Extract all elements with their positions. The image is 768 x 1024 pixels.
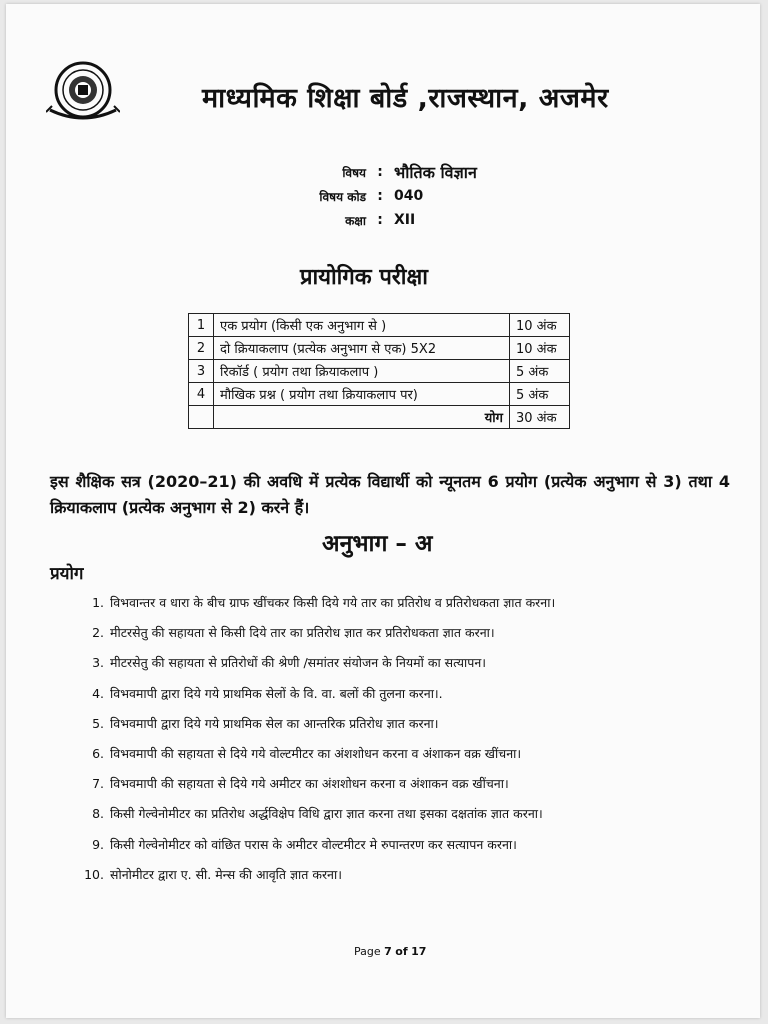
separator: :	[377, 212, 383, 228]
row-item: मौखिक प्रश्न ( प्रयोग तथा क्रियाकलाप पर)	[214, 383, 510, 406]
item-text: मीटरसेतु की सहायता से प्रतिरोधों की श्रेणी /समांतर संयोजन के नियमों का सत्यापन।	[110, 655, 486, 671]
page-number	[354, 945, 426, 958]
item-number: 7.	[92, 776, 104, 792]
subject-label: विषय	[342, 165, 366, 180]
subject-value: भौतिक विज्ञान	[394, 163, 477, 182]
item-number: 5.	[92, 715, 104, 731]
experiments-heading: प्रयोग	[50, 564, 84, 584]
item-text: विभवमापी की सहायता से दिये गये वोल्टमीटर का अंशशोधन करना व अंशाकन वक्र खींचना।	[110, 745, 522, 761]
empty-cell	[189, 406, 214, 429]
experiments-list	[78, 588, 738, 890]
board-seal-icon	[46, 60, 120, 120]
list-item	[78, 709, 738, 739]
table-row	[189, 337, 570, 360]
row-number: 2	[189, 337, 214, 360]
intro-paragraph: इस शैक्षिक सत्र (2020–21) की अवधि में प्रत्येक विद्यार्थी को न्यूनतम 6 प्रयोग (प्रत्येक अनुभाग से 3) तथा 4 क्रियाकलाप (प्रत्येक अनुभाग से 2) करने हैं।	[50, 472, 730, 517]
class-label: कक्षा	[345, 213, 366, 228]
item-number: 10.	[84, 866, 104, 882]
row-item: एक प्रयोग (किसी एक अनुभाग से )	[214, 314, 510, 337]
list-item	[78, 739, 738, 769]
item-number: 4.	[92, 685, 104, 701]
list-item	[78, 860, 738, 890]
class-value: XII	[394, 212, 416, 228]
subject-code-label: विषय कोड	[319, 189, 366, 204]
item-number: 6.	[92, 745, 104, 761]
list-item	[78, 618, 738, 648]
row-number: 4	[189, 383, 214, 406]
item-text: विभवमापी द्वारा दिये गये प्राथमिक सेलों के वि. वा. बलों की तुलना करना।.	[110, 685, 443, 701]
list-item	[78, 648, 738, 678]
row-number: 3	[189, 360, 214, 383]
item-number: 3.	[92, 655, 104, 671]
section-title: अनुभाग – अ	[322, 531, 433, 557]
exam-title: प्रायोगिक परीक्षा	[300, 265, 428, 290]
subject-code-row	[276, 184, 477, 208]
item-text: मीटरसेतु की सहायता से किसी दिये तार का प्रतिरोध ज्ञात कर प्रतिरोधकता ज्ञात करना।	[110, 625, 495, 641]
row-item: दो क्रियाकलाप (प्रत्येक अनुभाग से एक) 5X2	[214, 337, 510, 360]
item-number: 1.	[92, 595, 104, 610]
table-row	[189, 314, 570, 337]
row-marks: 5 अंक	[510, 360, 570, 383]
marks-table	[188, 313, 570, 429]
page-total: 17	[411, 945, 427, 958]
subject-row	[276, 160, 477, 184]
table-row	[189, 383, 570, 406]
item-text: विभवमापी की सहायता से दिये गये अमीटर का अंशशोधन करना व अंशाकन वक्र खींचना।	[110, 776, 509, 792]
subject-details	[276, 160, 477, 232]
list-item	[78, 679, 738, 709]
total-marks: 30 अंक	[510, 406, 570, 429]
row-marks: 5 अंक	[510, 383, 570, 406]
total-label: योग	[214, 406, 510, 429]
item-text: विभवमापी द्वारा दिये गये प्राथमिक सेल का आन्तरिक प्रतिरोध ज्ञात करना।	[110, 715, 439, 731]
subject-code-value: 040	[394, 188, 424, 204]
list-item	[78, 588, 738, 618]
document-page	[6, 4, 760, 1018]
list-item	[78, 830, 738, 860]
row-marks: 10 अंक	[510, 337, 570, 360]
page-word: Page	[354, 945, 381, 958]
item-text: किसी गेल्वेनोमीटर को वांछित परास के अमीटर वोल्टमीटर मे रुपान्तरण कर सत्यापन करना।	[110, 836, 517, 852]
item-number: 9.	[92, 836, 104, 852]
separator: :	[377, 164, 383, 180]
list-item	[78, 769, 738, 799]
table-row	[189, 360, 570, 383]
item-text: किसी गेल्वेनोमीटर का प्रतिरोध अर्द्धविक्षेप विधि द्वारा ज्ञात करना तथा इसका दक्षतांक ज्ञात करना।	[110, 806, 543, 822]
of-word: of	[395, 945, 408, 958]
item-number: 2.	[92, 625, 104, 641]
row-number: 1	[189, 314, 214, 337]
item-text: विभवान्तर व धारा के बीच ग्राफ खींचकर किसी दिये गये तार का प्रतिरोध व प्रतिरोधकता ज्ञात करना।	[110, 595, 556, 610]
board-title: माध्यमिक शिक्षा बोर्ड ,राजस्थान, अजमेर	[202, 83, 609, 114]
row-item: रिकॉर्ड ( प्रयोग तथा क्रियाकलाप )	[214, 360, 510, 383]
item-number: 8.	[92, 806, 104, 822]
row-marks: 10 अंक	[510, 314, 570, 337]
separator: :	[377, 188, 383, 204]
list-item	[78, 799, 738, 829]
class-row	[276, 208, 477, 232]
page-current: 7	[384, 945, 392, 958]
total-row	[189, 406, 570, 429]
item-text: सोनोमीटर द्वारा ए. सी. मेन्स की आवृति ज्ञात करना।	[110, 866, 342, 882]
